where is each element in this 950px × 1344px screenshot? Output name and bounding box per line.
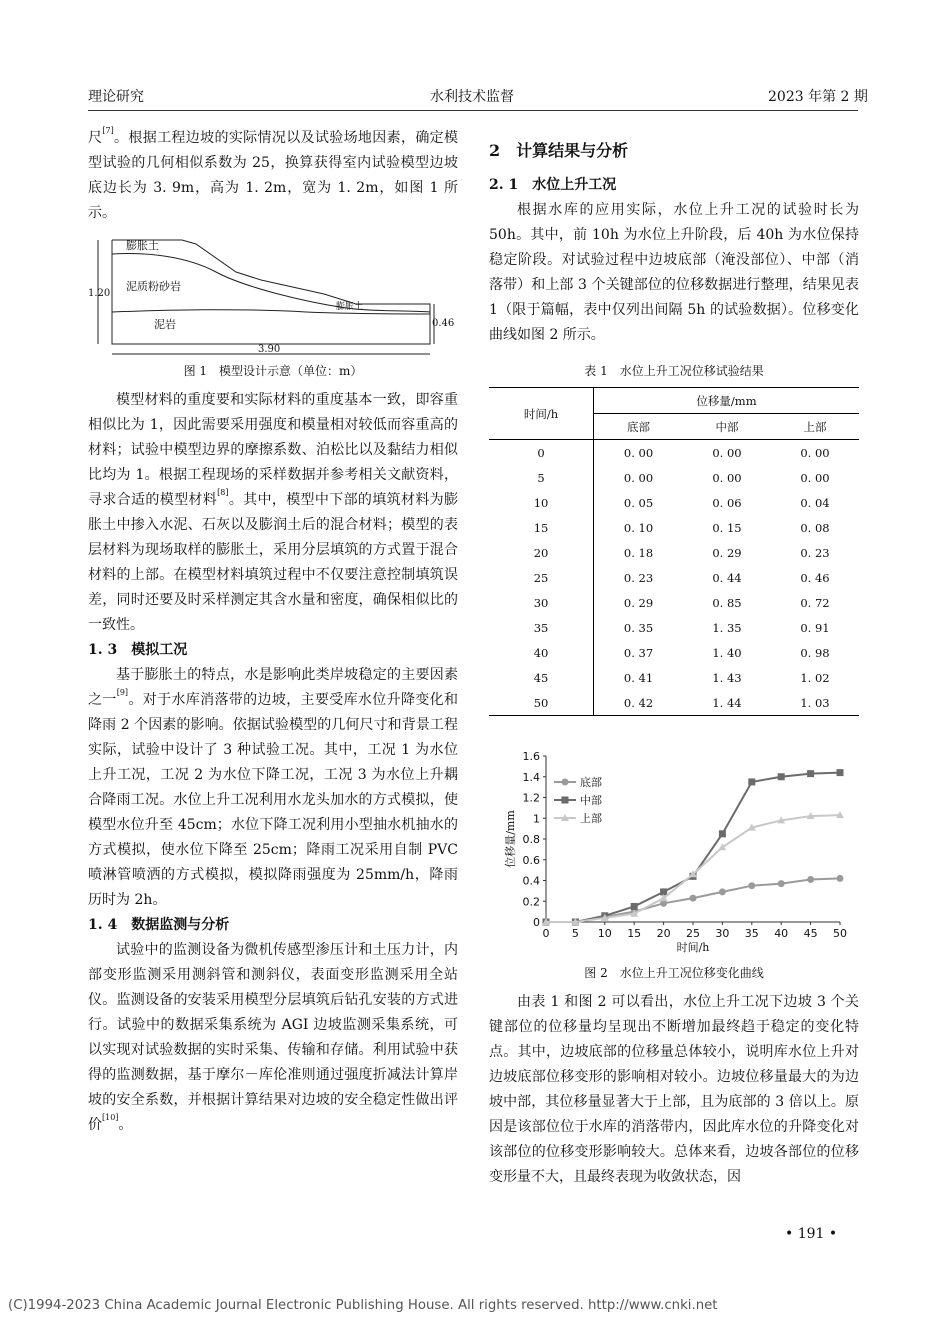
cell-value: 0. 37 bbox=[623, 645, 654, 660]
data-point bbox=[807, 770, 814, 777]
cell-value: 0. 44 bbox=[712, 570, 742, 585]
data-point bbox=[719, 888, 726, 895]
x-tick-label: 15 bbox=[627, 927, 642, 940]
x-tick-label: 10 bbox=[597, 927, 612, 940]
y-tick-label: 0 bbox=[533, 916, 540, 929]
cell-value: 0. 41 bbox=[623, 670, 654, 685]
cell-value: 0. 15 bbox=[712, 520, 742, 535]
left-col-body bbox=[88, 388, 458, 1138]
data-point bbox=[837, 875, 844, 882]
cell-value: 0. 91 bbox=[800, 620, 830, 635]
cell-value: 0. 05 bbox=[623, 495, 654, 510]
cell-value: 0. 10 bbox=[623, 520, 654, 535]
page-number: • 191 • bbox=[785, 1226, 838, 1242]
table-row bbox=[489, 440, 859, 466]
cell-value: 0. 00 bbox=[712, 445, 742, 460]
cell-time: 50 bbox=[489, 690, 594, 716]
cell-time: 15 bbox=[489, 515, 594, 540]
label-mudstone: 泥岩 bbox=[154, 318, 176, 331]
y-axis-label: 位移量/mm bbox=[504, 810, 517, 868]
data-point bbox=[748, 882, 755, 889]
label-height-right: 0.46 bbox=[432, 318, 455, 329]
x-tick-label: 50 bbox=[833, 927, 847, 940]
figure-2-caption: 图 2 水位上升工况位移变化曲线 bbox=[584, 966, 764, 980]
table-row bbox=[489, 590, 859, 615]
y-tick-label: 0.2 bbox=[522, 895, 540, 909]
ref-9: [9] bbox=[116, 688, 129, 697]
ref-10: [10] bbox=[102, 1113, 119, 1122]
data-point bbox=[837, 769, 844, 776]
cell-value: 0. 08 bbox=[800, 520, 830, 535]
data-point bbox=[690, 895, 697, 902]
cell-time: 0 bbox=[489, 440, 594, 466]
x-tick-label: 0 bbox=[542, 927, 550, 940]
section-1-3: 1. 3 模拟工况 bbox=[88, 642, 188, 658]
journal-title: 水利技术监督 bbox=[430, 89, 514, 105]
label-expansive-soil-top: 膨胀土 bbox=[126, 239, 159, 252]
table-1-caption: 表 1 水位上升工况位移试验结果 bbox=[584, 364, 764, 378]
legend-label: 上部 bbox=[580, 812, 602, 825]
cell-time: 25 bbox=[489, 565, 594, 590]
left-col-top bbox=[88, 126, 458, 226]
th-upper: 上部 bbox=[771, 414, 859, 440]
table-row bbox=[489, 565, 859, 590]
x-tick-label: 45 bbox=[803, 927, 818, 940]
running-head-left: 理论研究 bbox=[88, 89, 144, 105]
x-tick-label: 25 bbox=[686, 927, 700, 940]
cell-value: 0. 06 bbox=[712, 495, 742, 510]
cell-time: 10 bbox=[489, 490, 594, 515]
ref-8: [8] bbox=[217, 488, 229, 497]
cell-value: 1. 40 bbox=[712, 645, 742, 660]
cell-value: 0. 29 bbox=[712, 545, 742, 560]
legend-marker bbox=[562, 779, 569, 786]
x-tick-label: 5 bbox=[571, 927, 579, 940]
data-point bbox=[719, 830, 726, 837]
th-bottom: 底部 bbox=[594, 414, 683, 440]
table-row bbox=[489, 465, 859, 490]
figure-1-diagram bbox=[86, 232, 458, 362]
cell-value: 0. 85 bbox=[712, 595, 742, 610]
th-displacement: 位移量/mm bbox=[594, 388, 859, 414]
table-row bbox=[489, 615, 859, 640]
x-tick-label: 40 bbox=[774, 927, 789, 940]
y-tick-label: 0.6 bbox=[522, 853, 540, 867]
paragraph-2: 模型材料的重度要和实际材料的重度基本一致，即容重相似比为 1，因此需要采用强度和模量相对较低而容重高的材料；试验中模型边界的摩擦系数、泊松比以及黏结力相似比均为 1。根据工程现场的采样数据并参考相关文献资料，寻求合适的模型材料[8]。其中，模型中下部的填筑材料为膨胀土中掺入水泥、石灰以及膨润土后的混合材料；模型的表层材料为现场取样的膨胀土，采用分层填筑的方式置于混合材料的上部。在模型材料填筑过程中不仅要注意控制填筑误差，同时还要及时采样测定其含水量和密度，确保相似比的一致性。 bbox=[88, 392, 459, 633]
copyright-footer: (C)1994-2023 China Academic Journal Electronic Publishing House. All rights reserved. http://www.cnki.net bbox=[8, 1298, 718, 1313]
cell-value: 0. 00 bbox=[800, 470, 830, 485]
y-tick-label: 0.4 bbox=[522, 874, 540, 888]
right-col-bottom bbox=[489, 990, 859, 1190]
cell-value: 0. 42 bbox=[594, 690, 683, 716]
series-line bbox=[546, 815, 840, 922]
legend-label: 底部 bbox=[580, 776, 602, 789]
x-tick-label: 30 bbox=[715, 927, 730, 940]
paragraph-4: 试验中的监测设备为微机传感型渗压计和土压力计，内部变形监测采用测斜管和测斜仪，表面变形监测采用全站仪。监测设备的安装采用模型分层填筑后钻孔安装的方式进行。试验中的数据采集系统为 AGI 边坡监测采集系统，可以实现对试验数据的实时采集、传输和存储。利用试验中获得的监测数据，基于摩尔－库伦准则通过强度折减法计算岸坡的安全系数，并根据计算结果对边坡的安全稳定性做出评价[10]。 bbox=[88, 942, 458, 1133]
issue-label: 2023 年第 2 期 bbox=[768, 89, 868, 105]
legend-label: 中部 bbox=[580, 794, 602, 807]
paragraph-1: 尺[7]。根据工程边坡的实际情况以及试验场地因素，确定模型试验的几何相似系数为 25，换算获得室内试验模型边坡底边长为 3. 9m，高为 1. 2m，宽为 1. 2m，如图 1 所示。 bbox=[88, 126, 459, 221]
cell-value: 0. 46 bbox=[800, 570, 830, 585]
cell-value: 0. 00 bbox=[800, 445, 830, 460]
label-height-left: 1.20 bbox=[88, 288, 111, 299]
table-row bbox=[489, 540, 859, 565]
cell-value: 0. 23 bbox=[800, 545, 830, 560]
table-row bbox=[489, 665, 859, 690]
th-middle: 中部 bbox=[683, 414, 771, 440]
cell-value: 1. 43 bbox=[712, 670, 742, 685]
th-time: 时间/h bbox=[489, 388, 594, 440]
table-row bbox=[489, 490, 859, 515]
figure-1-caption: 图 1 模型设计示意（单位：m） bbox=[183, 364, 363, 378]
x-tick-label: 20 bbox=[656, 927, 671, 940]
cell-value: 0. 23 bbox=[623, 570, 654, 585]
label-width: 3.90 bbox=[258, 344, 281, 355]
data-point bbox=[778, 880, 785, 887]
y-tick-label: 1.2 bbox=[522, 791, 540, 805]
cell-value: 0. 98 bbox=[800, 645, 830, 660]
cell-value: 0. 35 bbox=[623, 620, 654, 635]
figure-2-chart bbox=[500, 742, 860, 962]
cell-value: 1. 44 bbox=[683, 690, 771, 716]
y-tick-label: 1.6 bbox=[522, 750, 540, 763]
data-point bbox=[807, 876, 814, 883]
table-row bbox=[489, 690, 859, 716]
cell-value: 0. 18 bbox=[623, 545, 654, 560]
table-1 bbox=[489, 387, 859, 716]
cell-time: 20 bbox=[489, 540, 594, 565]
paragraph-5: 根据水库的应用实际，水位上升工况的试验时长为 50h。其中，前 10h 为水位上升阶段，后 40h 为水位保持稳定阶段。对试验过程中边坡底部（淹没部位）、中部（消落带）和上部 3 个关键部位的位移数据进行整理，结果见表 1（限于篇幅，表中仅列出间隔 5h 的试验数据）。位移变化曲线如图 2 所示。 bbox=[489, 202, 859, 343]
cell-value: 0. 29 bbox=[623, 595, 654, 610]
cell-time: 30 bbox=[489, 590, 594, 615]
y-tick-label: 0.8 bbox=[522, 833, 540, 846]
cell-value: 0. 00 bbox=[712, 470, 742, 485]
table-row bbox=[489, 515, 859, 540]
data-point bbox=[631, 903, 638, 910]
data-point bbox=[748, 778, 755, 785]
label-mudstone-siltstone: 泥质粉砂岩 bbox=[126, 280, 181, 293]
header-rule bbox=[88, 110, 858, 111]
x-tick-label: 35 bbox=[744, 927, 759, 940]
y-tick-label: 1 bbox=[533, 812, 540, 826]
cell-time: 45 bbox=[489, 665, 594, 690]
section-2: 2 计算结果与分析 bbox=[489, 141, 629, 160]
cell-value: 1. 03 bbox=[771, 690, 859, 716]
table-row bbox=[489, 640, 859, 665]
section-2-1: 2. 1 水位上升工况 bbox=[489, 177, 617, 193]
ref-7: [7] bbox=[102, 126, 114, 135]
cell-value: 0. 72 bbox=[800, 595, 830, 610]
cell-value: 1. 35 bbox=[712, 620, 742, 635]
cell-value: 0. 00 bbox=[623, 445, 654, 460]
cell-time: 40 bbox=[489, 640, 594, 665]
paragraph-3: 基于膨胀土的特点，水是影响此类岸坡稳定的主要因素之一[9]。对于水库消落带的边坡，主要受库水位升降变化和降雨 2 个因素的影响。依据试验模型的几何尺寸和背景工程实际，试验中设计了 3 种试验工况。其中，工况 1 为水位上升工况，工况 2 为水位下降工况，工况 3 为水位上升耦合降雨工况。水位上升工况利用水龙头加水的方式模拟，使模型水位升至 45cm；水位下降工况利用小型抽水机抽水的方式模拟，使水位下降至 25cm；降雨工况采用自制 PVC 喷淋管喷洒的方式模拟，模拟降雨强度为 25mm/h，降雨历时为 2h。 bbox=[88, 667, 459, 908]
section-1-4: 1. 4 数据监测与分析 bbox=[88, 917, 230, 933]
paragraph-6: 由表 1 和图 2 可以看出，水位上升工况下边坡 3 个关键部位的位移量均呈现出不断增加最终趋于稳定的变化特点。其中，边坡底部的位移量总体较小，说明库水位上升对边坡底部位移变形的影响相对较小。边坡位移量最大的为边坡中部，其位移量显著大于上部，且为底部的 3 倍以上。原因是该部位位于水库的消落带内，因此库水位的升降变化对该部位的位移变形影响较大。总体来看，边坡各部位的位移变形量不大，且最终表现为收敛状态，因 bbox=[489, 994, 859, 1185]
cell-time: 35 bbox=[489, 615, 594, 640]
x-axis-label: 时间/h bbox=[676, 941, 710, 954]
label-expansive-soil-right: 膨胀土 bbox=[336, 302, 364, 312]
legend-marker bbox=[562, 797, 569, 804]
cell-value: 0. 00 bbox=[623, 470, 654, 485]
table-1-body bbox=[489, 440, 859, 716]
data-point bbox=[778, 773, 785, 780]
cell-time: 5 bbox=[489, 465, 594, 490]
y-tick-label: 1.4 bbox=[522, 770, 540, 784]
cell-value: 1. 02 bbox=[800, 670, 830, 685]
cell-value: 0. 04 bbox=[800, 495, 830, 510]
right-col-top bbox=[489, 138, 859, 348]
